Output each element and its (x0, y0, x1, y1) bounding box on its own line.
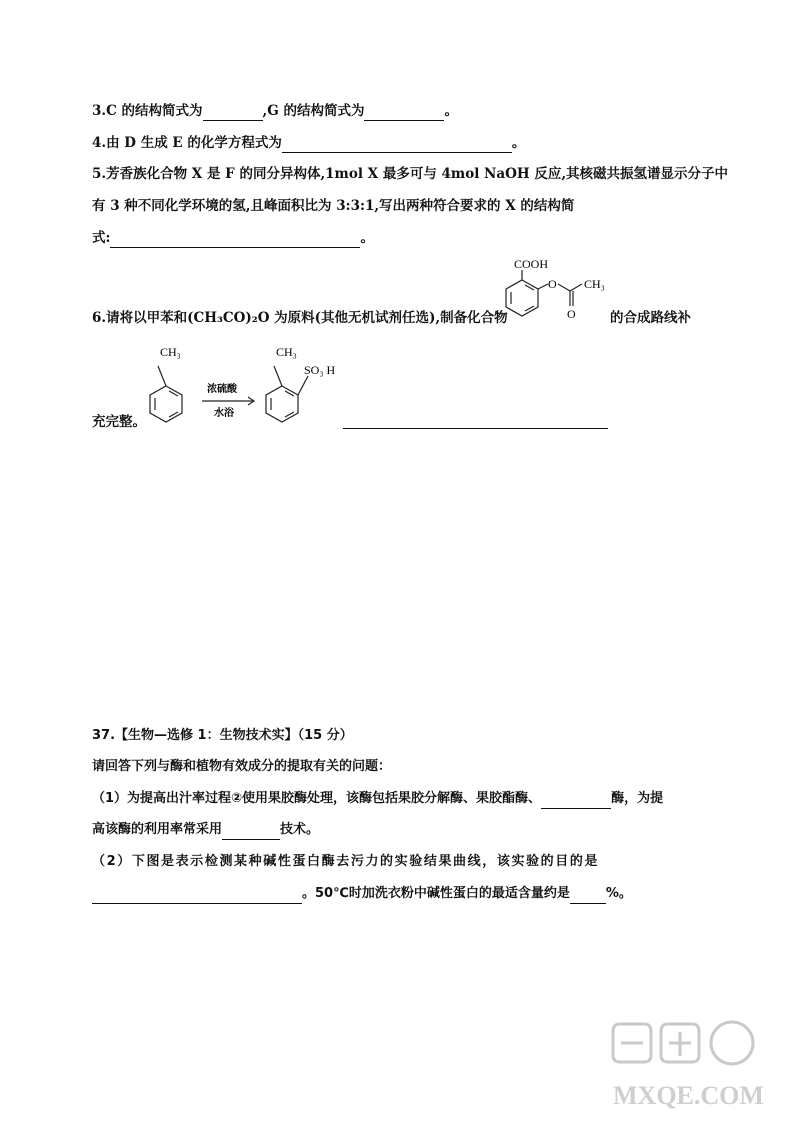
q37-p2-answer-blank-percent[interactable] (570, 888, 606, 904)
q37-p2-text-c: %。 (605, 886, 632, 901)
question-6-tail: 的合成路线补 (610, 310, 691, 326)
question-37-intro: 请回答下列与酶和植物有效成分的提取有关的问题： (92, 759, 392, 774)
ether-o-label: O (548, 277, 557, 291)
q37-p2-text-b: 。50℃时加洗衣粉中碱性蛋白的最适含量约是 (302, 886, 570, 901)
q4-answer-blank[interactable] (282, 137, 512, 153)
condition-label: 水浴 (214, 408, 234, 419)
q5-text-a: 式: (92, 230, 111, 246)
reagent-label: 浓硫酸 (207, 384, 237, 395)
q37-p1-text-a: （1）为提高出汁率过程②使用果胶酶处理，该酶包括果胶分解酶、果胶酯酶、 (92, 791, 542, 806)
q3-end: 。 (444, 103, 458, 119)
q3-text-b: ,G 的结构简式为 (262, 103, 365, 119)
question-4 (92, 133, 525, 153)
site-watermark-logo (605, 1016, 775, 1116)
q37-p1-answer-blank-technique[interactable] (222, 824, 280, 840)
q4-end: 。 (511, 135, 526, 151)
q3-text-a: 3.C 的结构简式为 (92, 103, 203, 119)
toluene-ch3-label: CH₃ (160, 345, 181, 359)
target-compound-structure (500, 256, 620, 328)
question-37-title: 37.【生物—选修 1：生物技术实】（15 分） (92, 728, 353, 743)
question-5-line-2: 有 3 种不同化学环境的氢,且峰面积比为 3:3:1,写出两种符合要求的 X 的结构简 (92, 198, 575, 214)
product-ch3-label: CH₃ (276, 345, 297, 359)
carbonyl-o-label: O (567, 307, 576, 321)
q5-end: 。 (360, 230, 374, 246)
cooh-label: COOH (514, 257, 549, 271)
synthesis-route-answer-blank[interactable] (343, 428, 608, 429)
q6-text-a: 6.请将以甲苯和(CH₃CO)₂O 为原料(其他无机试剂任选),制备化合物 (92, 310, 508, 326)
q3-answer-blank-g[interactable] (364, 105, 444, 121)
watermark-text: MXQE.COM (613, 1081, 764, 1110)
q37-p1-text-d: 技术。 (280, 822, 320, 837)
question-6-line-2: 充完整。 (92, 414, 146, 430)
q37-p1-text-c: 高该酶的利用率常采用 (92, 822, 223, 837)
question-5-line-3 (92, 228, 374, 248)
q37-p1-text-b: 酶，为提 (611, 791, 664, 806)
so3h-label: SO₃ H (304, 363, 336, 377)
acetyl-ch3-label: CH₃ (584, 277, 605, 291)
question-37-part-2-cont (92, 884, 632, 904)
synthesis-route (140, 338, 360, 430)
q3-answer-blank-c[interactable] (203, 105, 263, 121)
q4-text-a: 4.由 D 生成 E 的化学方程式为 (92, 135, 282, 151)
q5-answer-blank[interactable] (110, 232, 360, 248)
question-5-line-1: 5.芳香族化合物 X 是 F 的同分异构体,1mol X 最多可与 4mol NaOH 反应,其核磁共振氢谱显示分子中 (92, 166, 729, 182)
q37-p1-answer-blank-enzyme[interactable] (541, 793, 611, 809)
question-6 (92, 308, 508, 328)
question-37-part-1-cont (92, 820, 319, 840)
question-37-part-2: （2）下图是表示检测某种碱性蛋白酶去污力的实验结果曲线，该实验的目的是 (92, 854, 600, 869)
question-37-part-1 (92, 789, 663, 809)
question-3 (92, 101, 458, 121)
q37-p2-answer-blank-purpose[interactable] (92, 888, 302, 904)
